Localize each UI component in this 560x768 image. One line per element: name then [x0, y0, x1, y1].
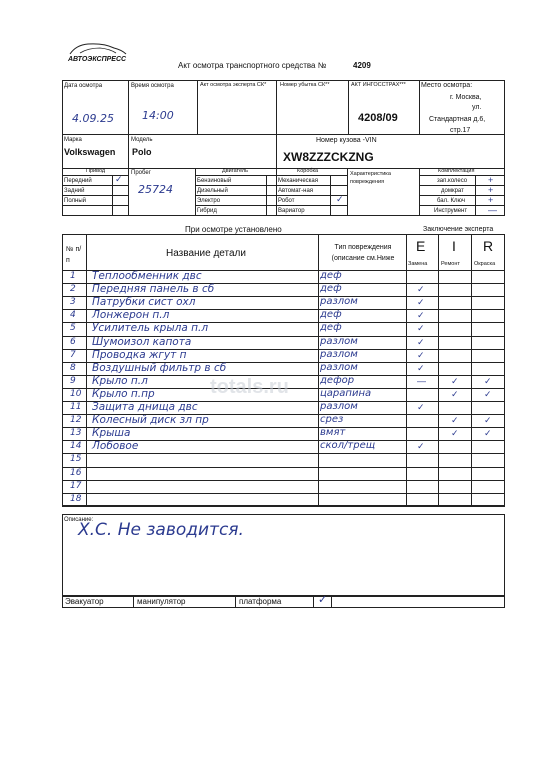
col-part-header: Название детали	[166, 248, 246, 259]
mileage-label: Пробег	[131, 170, 151, 176]
evacuator-label: Эвакуатор	[65, 597, 104, 606]
row-repair-mark: ✓	[451, 388, 459, 399]
gearbox-label: Коробка	[297, 168, 319, 174]
row-damage-type: деф	[320, 309, 342, 321]
installed-label: При осмотре установлено	[185, 225, 282, 234]
col-r-sub: Окраска	[474, 261, 496, 267]
row-part-name: Крыло п.л	[92, 374, 148, 387]
expert-act-label: Акт осмотра эксперта СК*	[200, 82, 267, 88]
row-number: 6	[70, 336, 76, 347]
damage-characteristic-label: Характеристика повреждения	[350, 171, 391, 186]
row-damage-type: разлом	[320, 348, 358, 360]
row-number: 15	[70, 454, 82, 465]
vin-value: XW8ZZZCKZNG	[283, 150, 374, 164]
kit-wrench-mark: +	[488, 195, 494, 205]
description-label: Описание:	[64, 517, 94, 523]
kit-spare-wheel-mark: +	[488, 175, 494, 185]
vin-label: Номер кузова -VIN	[316, 137, 377, 144]
row-number: 10	[70, 388, 82, 399]
drive-label: Привод	[86, 168, 106, 174]
row-part-name: Усилитель крыла п.л	[92, 322, 209, 335]
row-paint-mark: ✓	[484, 428, 492, 439]
engine-petrol: Бензиновый	[197, 178, 232, 184]
engine-diesel: Дизельный	[197, 188, 228, 194]
row-damage-type: скол/трещ	[320, 440, 376, 452]
row-part-name: Лонжерон п.л	[92, 309, 170, 322]
row-damage-type: разлом	[320, 401, 358, 412]
time-value: 14:00	[142, 109, 174, 122]
row-replace-mark: —	[417, 375, 426, 386]
row-number: 14	[70, 441, 82, 452]
date-label: Дата осмотра	[64, 83, 103, 89]
row-number: 7	[70, 349, 76, 360]
row-paint-mark: ✓	[484, 415, 492, 426]
platform-check: ✓	[318, 594, 328, 606]
row-part-name: Патрубки сист охл	[92, 296, 196, 309]
table-row-divider	[62, 467, 505, 468]
logo	[66, 51, 128, 67]
platform-label: платформа	[239, 597, 282, 606]
row-part-name: Теплообменник двс	[92, 270, 202, 282]
row-damage-type: разлом	[320, 361, 358, 373]
row-part-name: Лобовое	[92, 440, 139, 453]
gearbox-robot: Робот	[278, 198, 295, 204]
conclusion-label: Заключение эксперта	[423, 226, 494, 233]
row-number: 8	[70, 362, 76, 373]
row-number: 5	[70, 323, 76, 334]
mileage-value: 25724	[138, 183, 173, 196]
brand-value: Volkswagen	[64, 147, 116, 157]
row-replace-mark: ✓	[417, 441, 425, 452]
row-damage-type: срез	[320, 414, 344, 426]
row-number: 4	[70, 310, 76, 321]
row-number: 9	[70, 375, 76, 386]
row-replace-mark: ✓	[417, 402, 425, 412]
row-replace-mark: ✓	[417, 297, 425, 308]
ingos-act-value: 4208/09	[358, 112, 398, 124]
table-row-divider	[62, 506, 505, 507]
place-line-3: Стандартная д.6,	[429, 116, 486, 123]
car-logo-icon	[66, 43, 128, 55]
model-label: Модель	[131, 137, 153, 143]
kit-jack: домкрат	[441, 188, 464, 194]
row-number: 12	[70, 415, 82, 426]
row-damage-type: разлом	[320, 296, 358, 308]
row-replace-mark: ✓	[417, 310, 425, 321]
kit-tools: Инструмент	[434, 208, 468, 214]
gearbox-auto: Автомат-ная	[278, 188, 314, 194]
drive-front: Передний	[64, 178, 92, 184]
row-number: 3	[70, 297, 76, 308]
row-repair-mark: ✓	[451, 428, 459, 439]
row-number: 13	[70, 428, 82, 439]
col-i-header: I	[452, 238, 456, 254]
row-damage-type: дефор	[320, 374, 355, 386]
col-e-header: E	[416, 238, 426, 254]
gearbox-robot-check: ✓	[336, 194, 344, 204]
row-part-name: Шумоизол капота	[92, 335, 192, 348]
row-number: 2	[70, 284, 76, 295]
col-e-sub: Замена	[408, 261, 428, 267]
kit-jack-mark: +	[488, 185, 494, 195]
gearbox-manual: Механическая	[278, 178, 319, 184]
row-number: 17	[70, 480, 82, 491]
row-replace-mark: ✓	[417, 336, 425, 347]
row-damage-type: деф	[320, 322, 342, 334]
row-part-name: Защита днища двс	[92, 401, 198, 413]
model-value: Polo	[132, 147, 152, 157]
logo-text: АВТОЭКСПРЕСС	[68, 56, 127, 63]
drive-front-check: ✓	[115, 174, 123, 184]
table-row-divider	[62, 480, 505, 481]
row-number: 11	[70, 402, 82, 412]
row-repair-mark: ✓	[451, 375, 459, 386]
row-replace-mark: ✓	[417, 323, 425, 334]
row-number: 16	[70, 467, 82, 478]
row-damage-type: царапина	[320, 387, 372, 399]
row-replace-mark: ✓	[417, 362, 425, 373]
table-row-divider	[62, 493, 505, 494]
row-damage-type: разлом	[320, 335, 358, 347]
loss-number-label: Номер убытка СК**	[280, 82, 330, 88]
row-part-name: Колесный диск зл пр	[92, 414, 209, 427]
kit-spare-wheel: зап.колесо	[437, 178, 468, 184]
row-part-name: Проводка жгут п	[92, 348, 187, 361]
row-part-name: Воздушный фильтр в сб	[92, 361, 227, 374]
row-part-name: Крыша	[92, 427, 131, 440]
time-label: Время осмотра	[131, 83, 174, 89]
place-line-1: г. Москва,	[450, 94, 482, 101]
row-number: 1	[70, 271, 76, 281]
place-label: Место осмотра:	[421, 82, 473, 89]
gearbox-cvt: Вариатор	[278, 208, 305, 214]
row-damage-type: вмят	[320, 427, 346, 439]
engine-hybrid: Гибрид	[197, 208, 217, 214]
col-i-sub: Ремонт	[441, 261, 460, 267]
place-line-2: ул.	[472, 104, 482, 111]
row-replace-mark: ✓	[417, 284, 425, 295]
row-part-name: Крыло п.пр	[92, 387, 155, 400]
brand-label: Марка	[64, 137, 82, 143]
date-value: 4.09.25	[72, 112, 114, 125]
engine-electric: Электро	[197, 198, 221, 204]
kit-label: Комплектация	[438, 168, 475, 174]
watermark: totals.ru	[210, 376, 289, 398]
document-title: Акт осмотра транспортного средства №	[178, 61, 327, 70]
row-number: 18	[70, 493, 82, 504]
transport-box	[62, 596, 505, 608]
table-row-divider	[62, 453, 505, 454]
row-replace-mark: ✓	[417, 349, 425, 360]
manipulator-label: манипулятор	[137, 597, 186, 606]
row-damage-type: деф	[320, 270, 342, 281]
ingos-act-label: АКТ ИНГОССТРАХ***	[351, 82, 406, 88]
kit-tools-mark: —	[488, 205, 497, 215]
drive-rear: Задний	[64, 188, 85, 194]
row-damage-type: деф	[320, 283, 342, 295]
col-damage-header: Тип повреждения (описание см.Ниже	[331, 244, 395, 262]
kit-wrench: бал. Ключ	[437, 198, 465, 204]
place-line-4: стр.17	[450, 127, 471, 134]
col-num-header: № п/п	[66, 246, 82, 265]
row-paint-mark: ✓	[484, 388, 492, 399]
description-value: Х.С. Не заводится.	[78, 520, 244, 540]
row-part-name: Передняя панель в сб	[92, 283, 215, 296]
row-paint-mark: ✓	[484, 375, 492, 386]
engine-label: Двигатель	[222, 168, 248, 174]
drive-full: Полный	[64, 198, 86, 204]
col-r-header: R	[483, 238, 494, 254]
row-repair-mark: ✓	[451, 415, 459, 426]
document-number: 4209	[353, 61, 371, 70]
